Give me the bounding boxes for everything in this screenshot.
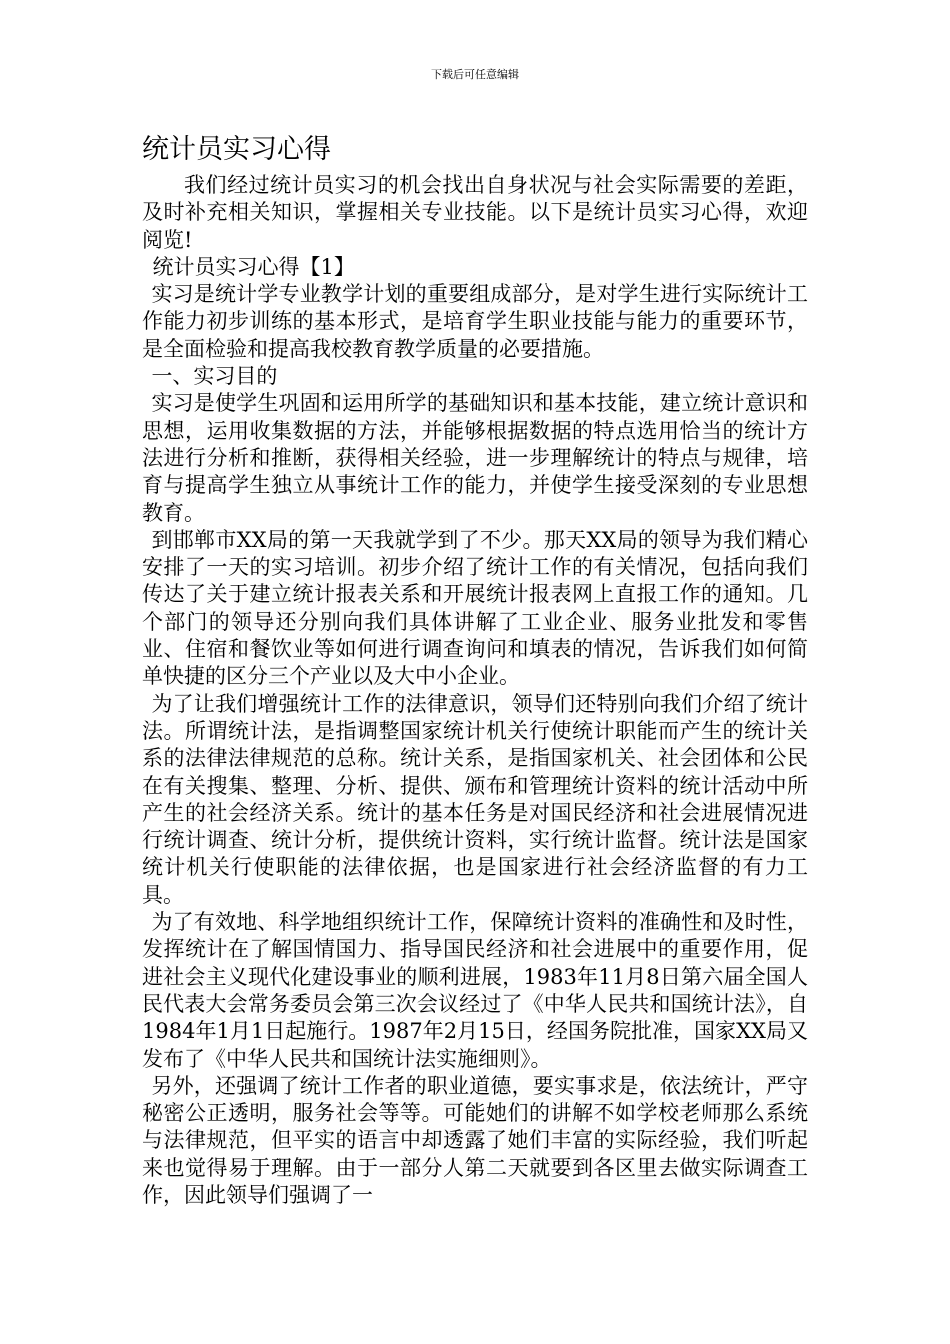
header-note: 下载后可任意编辑	[431, 68, 519, 81]
body-paragraph: 为了有效地、科学地组织统计工作，保障统计资料的准确性和及时性，发挥统计在了解国情国力、指导国民经济和社会进展中的重要作用，促进社会主义现代化建设事业的顺利进展，1983年11月8日第六届全国人民代表大会常务委员会第三次会议经过了《中华人民共和国统计法》，自1984年1月1日起施行。1987年2月15日，经国务院批准，国家XX局又发布了《中华人民共和国统计法实施细则》。	[142, 910, 808, 1071]
section-heading: 统计员实习心得【1】	[152, 254, 355, 279]
subsection-heading: 一、实习目的	[151, 364, 278, 389]
body-paragraph: 另外，还强调了统计工作者的职业道德，要实事求是，依法统计，严守秘密公正透明，服务社会等等。可能她们的讲解不如学校老师那么系统与法律规范，但平实的语言中却透露了她们丰富的实际经验，我们听起来也觉得易于理解。由于一部分人第二天就要到各区里去做实际调查工作，因此领导们强调了一	[142, 1073, 808, 1207]
intro-paragraph: 我们经过统计员实习的机会找出自身状况与社会实际需要的差距，及时补充相关知识，掌握相关专业技能。以下是统计员实习心得，欢迎阅览!	[142, 173, 808, 252]
document-body	[142, 172, 808, 1209]
body-paragraph: 实习是统计学专业教学计划的重要组成部分，是对学生进行实际统计工作能力初步训练的基本形式，是培育学生职业技能与能力的重要环节，是全面检验和提高我校教育教学质量的必要措施。	[142, 282, 808, 361]
body-paragraph: 为了让我们增强统计工作的法律意识，领导们还特别向我们介绍了统计法。所谓统计法，是指调整国家统计机关行使统计职能而产生的统计关系的法律法律规范的总称。统计关系，是指国家机关、社会团体和公民在有关搜集、整理、分析、提供、颁布和管理统计资料的统计活动中所产生的社会经济关系。统计的基本任务是对国民经济和社会进展情况进行统计调查、统计分析，提供统计资料，实行统计监督。统计法是国家统计机关行使职能的法律依据，也是国家进行社会经济监督的有力工具。	[142, 691, 808, 907]
body-paragraph: 实习是使学生巩固和运用所学的基础知识和基本技能，建立统计意识和思想，运用收集数据的方法，并能够根据数据的特点选用恰当的统计方法进行分析和推断，获得相关经验，进一步理解统计的特点与规律，培育与提高学生独立从事统计工作的能力，并使学生接受深刻的专业思想教育。	[142, 391, 808, 525]
document-title: 统计员实习心得	[142, 134, 331, 165]
body-paragraph: 到邯郸市XX局的第一天我就学到了不少。那天XX局的领导为我们精心安排了一天的实习培训。初步介绍了统计工作的有关情况，包括向我们传达了关于建立统计报表关系和开展统计报表网上直报工作的通知。几个部门的领导还分别向我们具体讲解了工业企业、服务业批发和零售业、住宿和餐饮业等如何进行调查询问和填表的情况，告诉我们如何简单快捷的区分三个产业以及大中小企业。	[142, 527, 808, 689]
